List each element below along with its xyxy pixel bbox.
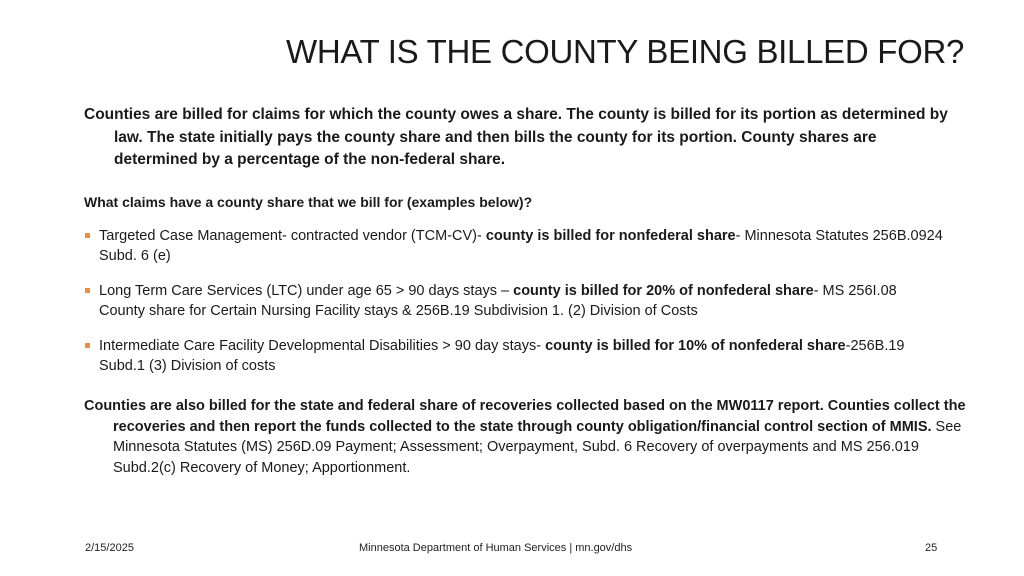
bullet-text-after: -256B.19 Subd.1 (3) Division of costs [99,338,905,374]
orange-bullet-icon [85,233,90,238]
bullet-ltc [84,281,944,321]
claims-bullet-list [84,226,944,391]
intro-paragraph: Counties are billed for claims for which the county owes a share. The county is billed for its portion as determined by law. The state initially pays the county share and then bills the county for its portion. County shares are determined by a percentage of the non-federal share. [84,106,948,168]
recoveries-bold-text: Counties are also billed for the state and federal share of recoveries collected based on the MW0117 report. Counties collect the recoveries and then report the funds collected to the state through county obligation/financial control section of MMIS. [84,398,966,435]
footer-organization: Minnesota Department of Human Services | mn.gov/dhs [359,542,633,554]
bullet-bold-text: county is billed for 20% of nonfederal share [513,283,814,299]
recoveries-normal-text: See Minnesota Statutes (MS) 256D.09 Payment; Assessment; Overpayment, Subd. 6 Recovery of overpayments and MS 256.019 Subd.2(c) Recovery of Money; Apportionment. [113,418,962,476]
page-number: 25 [925,542,938,554]
orange-bullet-icon [85,288,90,293]
bullet-text: Long Term Care Services (LTC) under age 65 > 90 days stays – [99,283,514,299]
bullet-text: Targeted Case Management- contracted vendor (TCM-CV)- [99,228,486,244]
bullet-icf-dd [84,336,944,376]
bullet-text-after: - MS 256I.08 County share for Certain Nursing Facility stays & 256B.19 Subdivision 1. (2) Division of Costs [99,283,897,319]
footer-date: 2/15/2025 [85,542,134,554]
bullet-bold-text: county is billed for nonfederal share [485,228,736,244]
examples-heading: What claims have a county share that we bill for (examples below)? [84,194,533,210]
bullet-text: Intermediate Care Facility Developmental Disabilities > 90 day stays- [99,338,546,354]
slide-title: WHAT IS THE COUNTY BEING BILLED FOR? [286,33,965,70]
bullet-bold-text: county is billed for 10% of nonfederal share [545,338,846,354]
orange-bullet-icon [85,343,90,348]
bullet-text-after: - Minnesota Statutes 256B.0924 Subd. 6 (e) [99,228,943,264]
recoveries-paragraph [84,396,973,478]
bullet-tcm [84,226,944,266]
